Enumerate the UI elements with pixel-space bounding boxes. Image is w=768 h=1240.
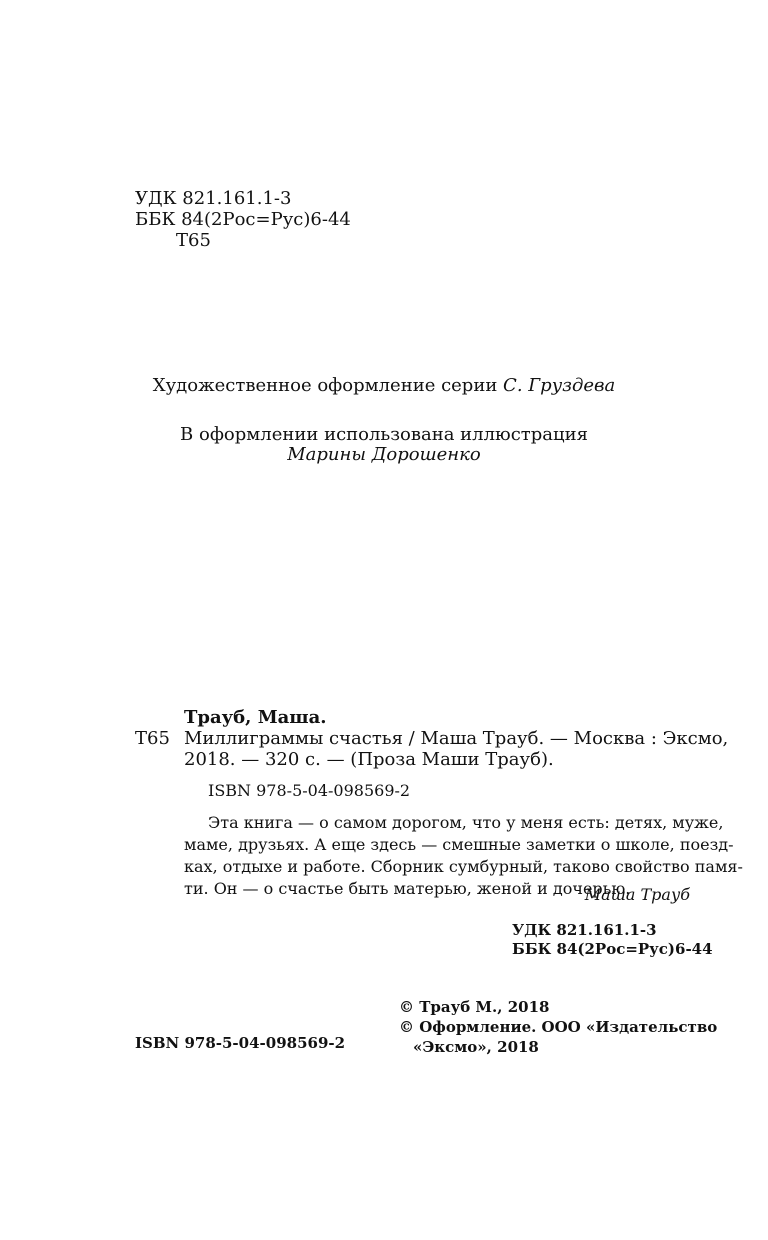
illustrator-name: Марины Дорошенко — [287, 444, 481, 465]
copyright-author: © Трауб М., 2018 — [399, 998, 550, 1016]
annotation-line-3: ках, отдыхе и работе. Сборник сумбурный, таково свойство памя- — [184, 857, 743, 876]
series-design-credit — [0, 375, 768, 397]
bibliographic-description-line-1: Миллиграммы счастья / Маша Трауб. — Москва : Эксмо, — [184, 728, 729, 749]
isbn-footer: ISBN 978-5-04-098569-2 — [135, 1034, 346, 1052]
udk-code-bottom: УДК 821.161.1-3 — [512, 921, 657, 939]
bibliographic-description-line-2: 2018. — 320 с. — (Проза Маши Трауб). — [184, 749, 554, 770]
series-design-prefix: Художественное оформление серии — [152, 375, 504, 396]
annotation-line-2: маме, друзьях. А еще здесь — смешные заметки о школе, поезд- — [184, 835, 734, 854]
author-mark-top: Т65 — [176, 230, 211, 251]
annotation-signature: Маша Трауб — [584, 885, 690, 904]
author-heading: Трауб, Маша. — [184, 707, 327, 728]
bbk-code-top: ББК 84(2Рос=Рус)6-44 — [135, 209, 351, 230]
illustration-credit: В оформлении использована иллюстрация — [180, 424, 588, 445]
copyright-design-line-1: © Оформление. ООО «Издательство — [399, 1018, 718, 1036]
udk-code-top: УДК 821.161.1-3 — [135, 188, 292, 209]
copyright-design-line-2: «Эксмо», 2018 — [413, 1038, 539, 1056]
annotation-line-4: ти. Он — о счастье быть матерью, женой и дочерью. — [184, 879, 631, 898]
bbk-code-bottom: ББК 84(2Рос=Рус)6-44 — [512, 940, 713, 958]
isbn-entry: ISBN 978-5-04-098569-2 — [208, 781, 411, 800]
author-mark: Т65 — [135, 728, 170, 749]
annotation-line-1: Эта книга — о самом дорогом, что у меня есть: детях, муже, — [208, 813, 724, 832]
series-designer-name: С. Груздева — [503, 375, 616, 396]
